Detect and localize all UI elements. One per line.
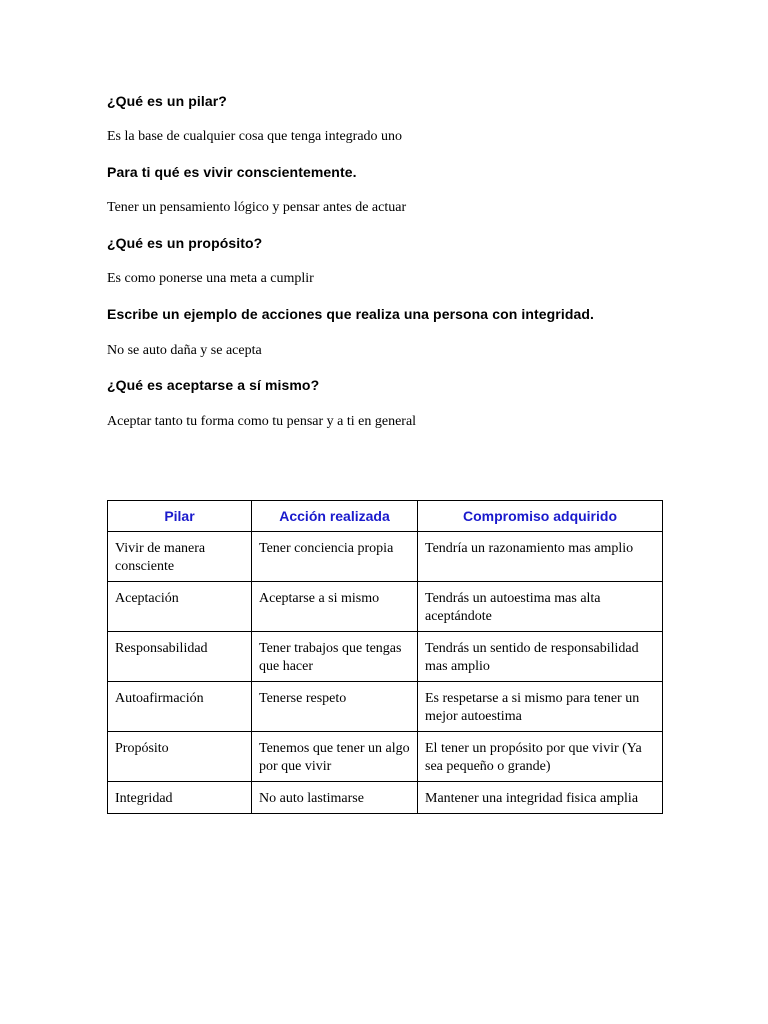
- table-cell: Es respetarse a si mismo para tener un mejor autoestima: [418, 682, 663, 732]
- question-aceptarse: ¿Qué es aceptarse a sí mismo?: [107, 377, 320, 393]
- question-pilar: ¿Qué es un pilar?: [107, 93, 227, 109]
- table-row: [108, 682, 663, 732]
- column-header-compromiso: Compromiso adquirido: [418, 501, 663, 532]
- table-cell: Aceptarse a si mismo: [252, 582, 418, 632]
- table-cell: No auto lastimarse: [252, 782, 418, 814]
- column-header-pilar: Pilar: [108, 501, 252, 532]
- question-integridad: Escribe un ejemplo de acciones que realiza una persona con integridad.: [107, 306, 595, 322]
- table-cell: Tenemos que tener un algo por que vivir: [252, 732, 418, 782]
- table-row: [108, 632, 663, 682]
- table-row: [108, 782, 663, 814]
- table-cell: Tenerse respeto: [252, 682, 418, 732]
- answer-proposito: Es como ponerse una meta a cumplir: [107, 271, 314, 286]
- answer-pilar: Es la base de cualquier cosa que tenga integrado uno: [107, 129, 403, 144]
- column-header-accion: Acción realizada: [252, 501, 418, 532]
- table-row: [108, 732, 663, 782]
- table-header-row: [108, 501, 663, 532]
- answer-aceptarse: Aceptar tanto tu forma como tu pensar y a ti en general: [107, 414, 417, 429]
- table-cell: Aceptación: [108, 582, 252, 632]
- table-cell: Tendrás un autoestima mas alta aceptándote: [418, 582, 663, 632]
- pillars-table: [107, 500, 663, 814]
- answer-vivir-conscientemente: Tener un pensamiento lógico y pensar antes de actuar: [107, 200, 407, 215]
- table-cell: Autoafirmación: [108, 682, 252, 732]
- table-row: [108, 582, 663, 632]
- table-cell: Tener conciencia propia: [252, 532, 418, 582]
- table-cell: Tendrás un sentido de responsabilidad mas amplio: [418, 632, 663, 682]
- table-cell: Propósito: [108, 732, 252, 782]
- table-cell: Integridad: [108, 782, 252, 814]
- table-cell: El tener un propósito por que vivir (Ya sea pequeño o grande): [418, 732, 663, 782]
- table-row: [108, 532, 663, 582]
- table-cell: Tener trabajos que tengas que hacer: [252, 632, 418, 682]
- table-cell: Vivir de manera consciente: [108, 532, 252, 582]
- answer-integridad: No se auto daña y se acepta: [107, 343, 262, 358]
- table-cell: Mantener una integridad fisica amplia: [418, 782, 663, 814]
- table-cell: Tendría un razonamiento mas amplio: [418, 532, 663, 582]
- question-vivir-conscientemente: Para ti qué es vivir conscientemente.: [107, 164, 357, 180]
- question-proposito: ¿Qué es un propósito?: [107, 235, 263, 251]
- table-cell: Responsabilidad: [108, 632, 252, 682]
